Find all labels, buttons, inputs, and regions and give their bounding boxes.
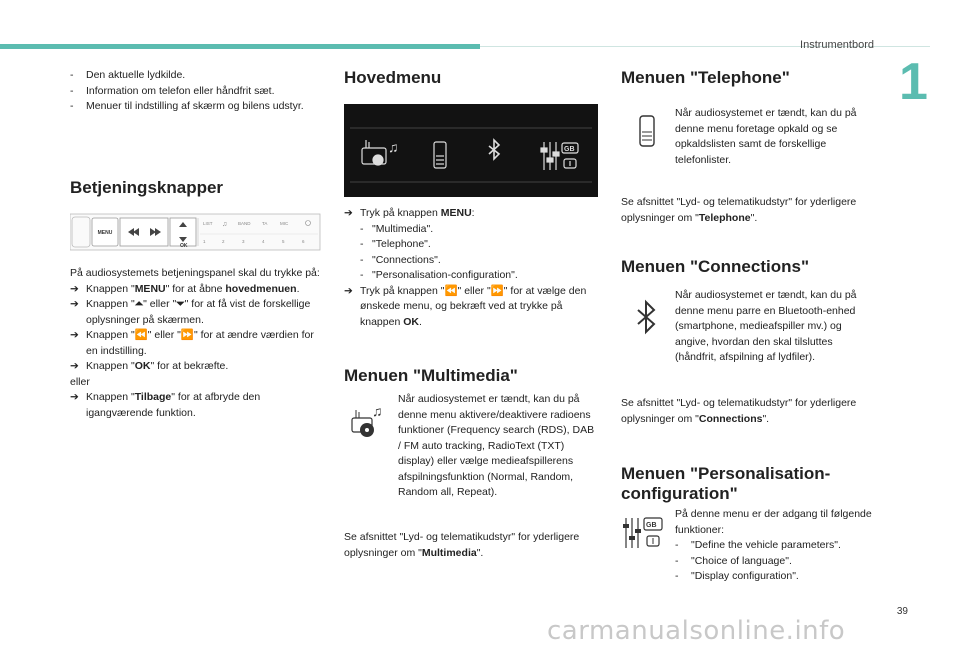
list-item: ➔ Knappen "⏪" eller "⏩" for at ændre værdien for en indstilling.: [70, 329, 314, 357]
list-item: - "Multimedia".: [360, 222, 434, 235]
phone-icon: [434, 142, 446, 168]
list-item: - Den aktuelle lydkilde.: [70, 69, 186, 81]
main-menu-screen: [344, 104, 598, 197]
panel-number-1: 1: [203, 239, 206, 244]
list-item: - "Connections".: [360, 253, 441, 266]
panel-mic-label: MIC: [280, 221, 289, 226]
betjening-body: [70, 266, 322, 421]
list-item: - "Display configuration".: [675, 570, 799, 582]
page-number: 39: [896, 606, 908, 617]
multimedia-icon: [362, 139, 399, 165]
panel-list-label: LIST: [203, 221, 213, 226]
svg-text:♫: ♫: [388, 139, 399, 155]
multimedia-text: Når audiosystemet er tændt, kan du på denne menu aktivere/deaktivere radioens funktioner (Frequency search (RDS), DAB / FM auto tracking, RadioText (TXT) display) eller vælge medieafspillerens afspilningsfunktion (Normal, Random, Random all, Repeat).: [398, 393, 595, 498]
svg-text:♫: ♫: [372, 403, 383, 419]
panel-ta-label: TA: [262, 221, 268, 226]
chapter-number: 1: [899, 53, 928, 111]
heading-personalisation: Menuen "Personalisation- configuration": [621, 464, 831, 503]
panel-number-4: 4: [262, 239, 265, 244]
multimedia-icon: [348, 402, 386, 442]
personalisation-icon: [622, 512, 666, 552]
svg-text:GB: GB: [564, 146, 575, 153]
heading-telephone: Menuen "Telephone": [621, 68, 790, 87]
control-panel-illustration: [70, 212, 322, 252]
intro-list: [70, 68, 330, 115]
list-item: - Menuer til indstilling af skærm og bilens udstyr.: [70, 100, 304, 112]
list-item: ➔ Knappen "Tilbage" for at afbryde den igangværende funktion.: [70, 391, 261, 419]
connections-text: Når audiosystemet er tændt, kan du på denne menu parre en Bluetooth-enhed (smartphone, medieafspiller mv.) og angive, hvordan den skal tilsluttes (håndfrit, afspilning af lydfiler).: [675, 289, 857, 363]
header-accent-bar: [0, 44, 480, 49]
list-item: - "Choice of language".: [675, 554, 792, 567]
multimedia-reference: Se afsnittet "Lyd- og telematikudstyr" for yderligere oplysninger om "Multimedia".: [344, 531, 580, 559]
betjening-list-2: [70, 390, 322, 421]
panel-band-label: BAND: [238, 221, 251, 226]
panel-ok-label: OK: [180, 243, 188, 249]
telephone-text: Når audiosystemet er tændt, kan du på denne menu foretage opkald og se opkaldslisten samt de forskellige telefonlister.: [675, 107, 857, 166]
panel-number-5: 5: [282, 239, 285, 244]
or-text: eller: [70, 375, 90, 388]
music-note-icon: ♫: [222, 221, 228, 228]
heading-hovedmenu: Hovedmenu: [344, 68, 442, 87]
panel-number-6: 6: [302, 239, 305, 244]
svg-text:GB: GB: [646, 522, 657, 529]
list-item: ➔ Knappen "OK" for at bekræfte.: [70, 360, 229, 372]
list-item: - "Telephone".: [360, 238, 431, 250]
hovedmenu-list: [344, 206, 598, 330]
connections-reference: Se afsnittet "Lyd- og telematikudstyr" for yderligere oplysninger om "Connections".: [621, 397, 857, 425]
section-title: Instrumentbord: [800, 39, 874, 51]
settings-sliders-icon: [541, 142, 578, 170]
heading-connections: Menuen "Connections": [621, 257, 810, 276]
betjening-intro: På audiosystemets betjeningspanel skal du trykke på:: [70, 267, 320, 279]
heading-betjeningsknapper: Betjeningsknapper: [70, 178, 224, 197]
list-item: ➔ Tryk på knappen MENU: - "Multimedia". - "Telephone". - "Connections". - "Personalisation-configuration".: [344, 206, 598, 284]
watermark: carmanualsonline.info: [547, 616, 846, 646]
list-item: ➔ Tryk på knappen "⏪" eller "⏩" for at vælge den ønskede menu, og bekræft ved at trykke på knappen OK.: [344, 284, 587, 328]
hovedmenu-body: [344, 206, 598, 330]
betjening-list: [70, 282, 322, 375]
personalisation-body: [675, 507, 885, 585]
list-item: ➔ Knappen "MENU" for at åbne hovedmenuen.: [70, 282, 300, 295]
panel-number-3: 3: [242, 239, 245, 244]
list-item: ➔ Knappen "⏶" eller "⏷" for at få vist de forskellige oplysninger på skærmen.: [70, 298, 311, 326]
panel-menu-label: MENU: [97, 230, 113, 236]
list-item: - "Personalisation-configuration".: [360, 269, 518, 281]
panel-number-2: 2: [222, 239, 225, 244]
personalisation-list: [675, 538, 885, 585]
list-item: - Information om telefon eller håndfrit sæt.: [70, 84, 275, 97]
telephone-reference: Se afsnittet "Lyd- og telematikudstyr" for yderligere oplysninger om "Telephone".: [621, 196, 857, 224]
heading-multimedia: Menuen "Multimedia": [344, 366, 518, 385]
bluetooth-icon: [489, 140, 499, 159]
telephone-icon: [628, 112, 666, 152]
personalisation-text: På denne menu er der adgang til følgende funktioner:: [675, 508, 872, 536]
menu-options-list: [360, 222, 598, 284]
bluetooth-icon: [628, 298, 666, 338]
list-item: - "Define the vehicle parameters".: [675, 539, 841, 551]
